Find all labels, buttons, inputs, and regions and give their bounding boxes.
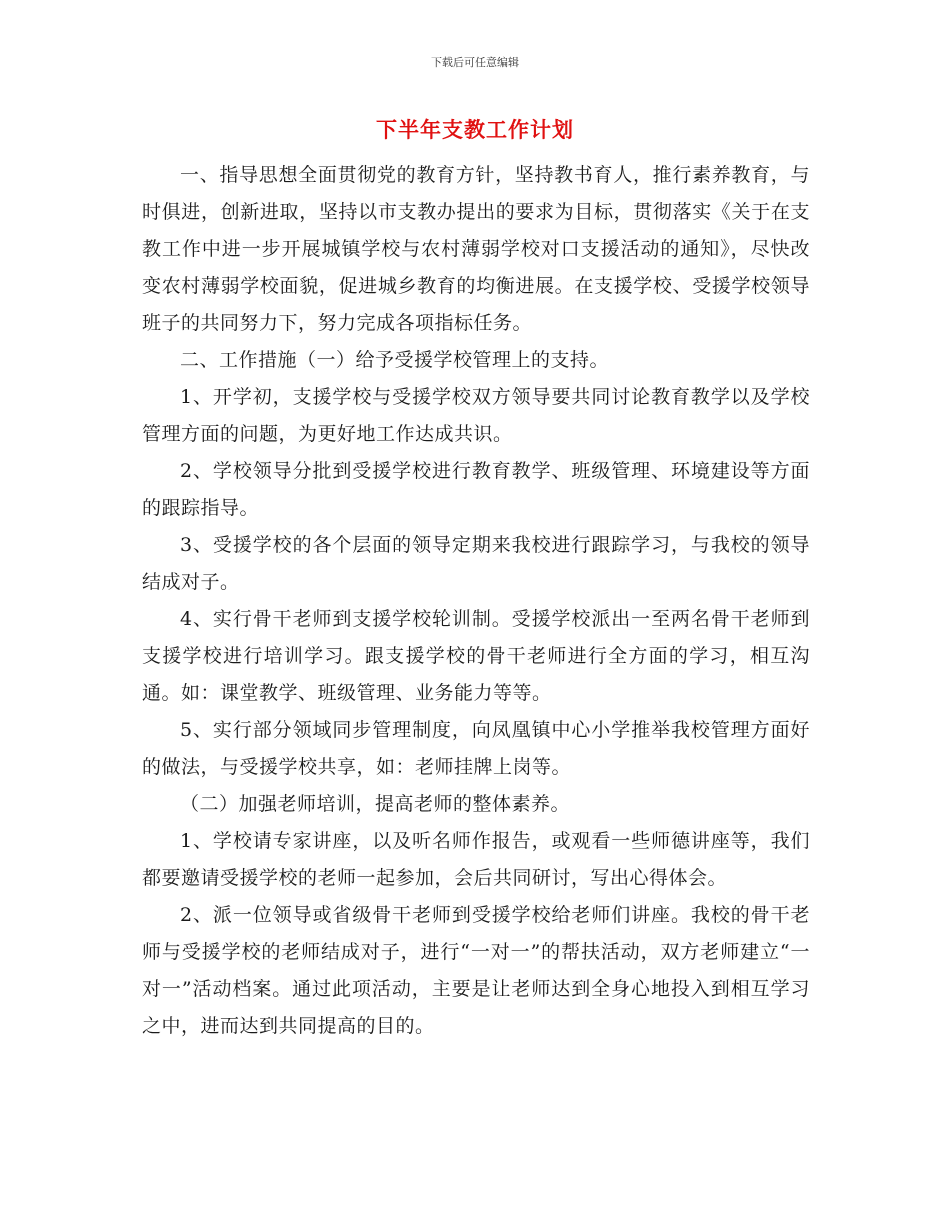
paragraph-measure-4: 4、实行骨干老师到支援学校轮训制。受援学校派出一至两名骨干老师到支援学校进行培训学习。跟支援学校的骨干老师进行全方面的学习，相互沟通。如：课堂教学、班级管理、业务能力等等。 [142,608,810,704]
paragraph-guiding-thought: 一、指导思想全面贯彻党的教育方针，坚持教书育人，推行素养教育，与时俱进，创新进取，坚持以市支教办提出的要求为目标，贯彻落实《关于在支教工作中进一步开展城镇学校与农村薄弱学校对口支援活动的通知》，尽快改变农村薄弱学校面貌，促进城乡教育的均衡进展。在支援学校、受援学校领导班子的共同努力下，努力完成各项指标任务。 [142,164,810,334]
paragraph-measure-3: 3、受援学校的各个层面的领导定期来我校进行跟踪学习，与我校的领导结成对子。 [142,534,810,593]
paragraph-measure-2: 2、学校领导分批到受援学校进行教育教学、班级管理、环境建设等方面的跟踪指导。 [142,460,810,519]
paragraph-training-1: 1、学校请专家讲座，以及听名师作报告，或观看一些师德讲座等，我们都要邀请受援学校的老师一起参加，会后共同研讨，写出心得体会。 [142,830,810,889]
paragraph-measure-5: 5、实行部分领域同步管理制度，向凤凰镇中心小学推举我校管理方面好的做法，与受援学校共享，如：老师挂牌上岗等。 [142,719,810,778]
paragraph-work-measures-heading: 二、工作措施（一）给予受援学校管理上的支持。 [180,349,610,371]
document-body [142,157,810,1045]
paragraph-teacher-training-heading: （二）加强老师培训，提高老师的整体素养。 [180,793,571,815]
page-header-note: 下载后可任意编辑 [431,56,519,69]
paragraph-measure-1: 1、开学初，支援学校与受援学校双方领导要共同讨论教育教学以及学校管理方面的问题，为更好地工作达成共识。 [142,386,810,445]
document-title: 下半年支教工作计划 [376,118,574,142]
paragraph-training-2: 2、派一位领导或省级骨干老师到受援学校给老师们讲座。我校的骨干老师与受援学校的老师结成对子，进行“一对一”的帮扶活动，双方老师建立“一对一”活动档案。通过此项活动，主要是让老师达到全身心地投入到相互学习之中，进而达到共同提高的目的。 [142,904,810,1037]
